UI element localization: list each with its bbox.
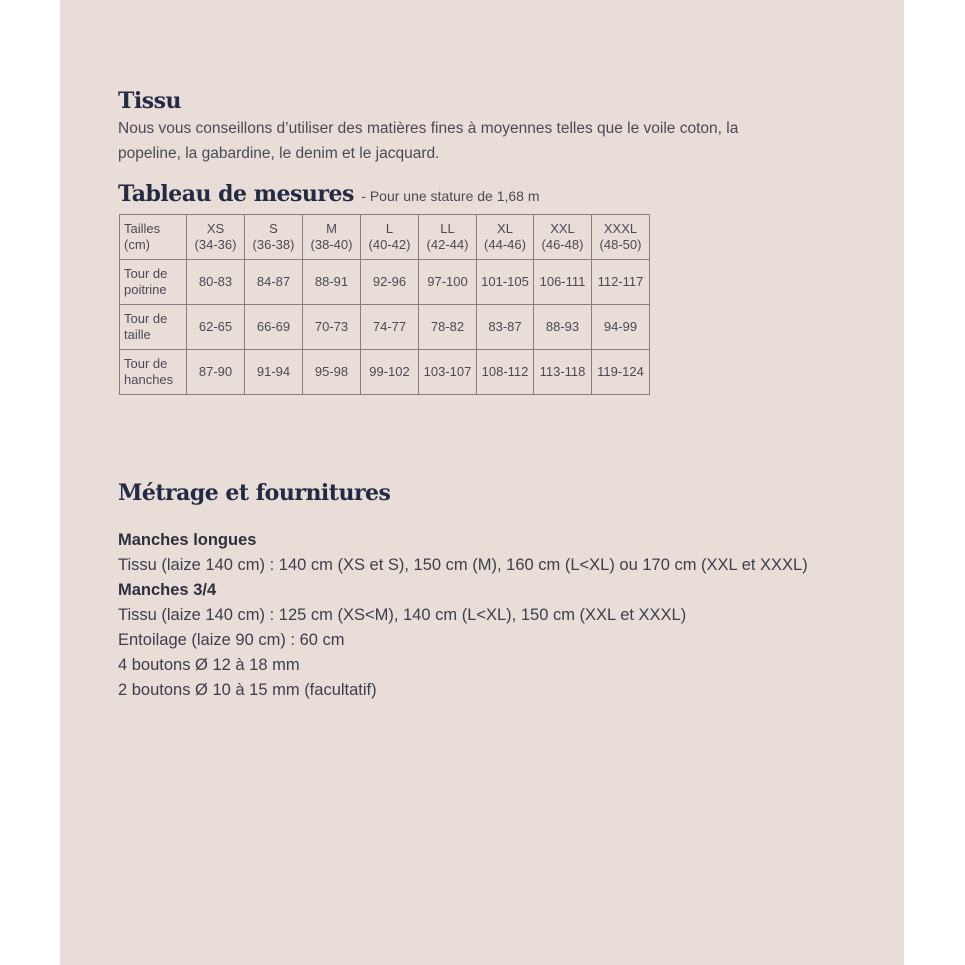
table-cell: 113-118: [534, 350, 592, 395]
size-code: XXXL: [603, 221, 638, 236]
boutons-line-2: 2 boutons Ø 10 à 15 mm (facultatif): [118, 681, 377, 699]
size-range: (36-38): [252, 237, 295, 252]
tableau-subtitle: - Pour une stature de 1,68 m: [361, 188, 540, 204]
table-cell: 112-117: [592, 260, 650, 305]
size-range: (46-48): [541, 237, 584, 252]
table-cell: 78-82: [419, 305, 477, 350]
header-label-line1: Tailles: [124, 221, 161, 236]
table-cell: 103-107: [419, 350, 477, 395]
size-range: (38-40): [310, 237, 353, 252]
row-label-line1: Tour de: [124, 266, 168, 281]
table-cell: 80-83: [187, 260, 245, 305]
table-cell: 83-87: [477, 305, 534, 350]
size-range: (48-50): [599, 237, 642, 252]
size-code: S: [269, 221, 278, 236]
table-cell: 119-124: [592, 350, 650, 395]
table-cell: 84-87: [245, 260, 303, 305]
row-label-cell: [120, 305, 187, 350]
table-cell: 88-91: [303, 260, 361, 305]
table-cell: 88-93: [534, 305, 592, 350]
table-cell: 70-73: [303, 305, 361, 350]
table-row-taille: [120, 305, 650, 350]
tableau-heading-line: [118, 181, 540, 207]
header-size-cell: [361, 215, 419, 260]
header-size-cell: [303, 215, 361, 260]
size-range: (34-36): [194, 237, 237, 252]
header-size-cell: [592, 215, 650, 260]
row-label-line2: poitrine: [124, 282, 167, 297]
row-label-cell: [120, 350, 187, 395]
header-size-cell: [477, 215, 534, 260]
row-label-line2: taille: [124, 327, 151, 342]
size-range: (44-46): [484, 237, 526, 252]
table-cell: 87-90: [187, 350, 245, 395]
table-cell: 92-96: [361, 260, 419, 305]
size-code: LL: [440, 221, 455, 236]
row-label-line2: hanches: [124, 372, 174, 387]
size-code: XL: [497, 221, 513, 236]
manches-trois-quarts-text: Tissu (laize 140 cm) : 125 cm (XS<M), 140 cm (L<XL), 150 cm (XXL et XXXL): [118, 606, 687, 624]
header-label-line2: (cm): [124, 237, 150, 252]
manches-trois-quarts-title: Manches 3/4: [118, 581, 217, 599]
tableau-heading: Tableau de mesures: [118, 181, 354, 207]
size-code: L: [385, 221, 394, 236]
manches-longues-text: Tissu (laize 140 cm) : 140 cm (XS et S), 150 cm (M), 160 cm (L<XL) ou 170 cm (XXL et XXXL): [118, 556, 808, 574]
table-cell: 95-98: [303, 350, 361, 395]
table-row-hanches: [120, 350, 650, 395]
metrage-list: [118, 528, 808, 703]
tissu-description: Nous vous conseillons d’utiliser des matières fines à moyennes telles que le voile coton, la popeline, la gabardine, le denim et le jacquard.: [118, 120, 739, 162]
table-cell: 74-77: [361, 305, 419, 350]
table-header-row: [120, 215, 650, 260]
row-label-cell: [120, 260, 187, 305]
table-cell: 99-102: [361, 350, 419, 395]
size-code: XS: [206, 221, 225, 236]
size-code: XXL: [550, 221, 575, 236]
table-row-poitrine: [120, 260, 650, 305]
size-range: (40-42): [368, 237, 411, 252]
table-cell: 62-65: [187, 305, 245, 350]
tissu-heading: Tissu: [118, 88, 181, 114]
table-cell: 106-111: [534, 260, 592, 305]
table-cell: 94-99: [592, 305, 650, 350]
header-size-cell: [534, 215, 592, 260]
measurements-table: [119, 214, 650, 395]
table-cell: 101-105: [477, 260, 534, 305]
header-size-cell: [245, 215, 303, 260]
header-label-cell: [120, 215, 187, 260]
manches-longues-title: Manches longues: [118, 531, 257, 549]
table-cell: 108-112: [477, 350, 534, 395]
row-label-line1: Tour de: [124, 356, 168, 371]
metrage-heading: Métrage et fournitures: [118, 480, 391, 506]
boutons-line-1: 4 boutons Ø 12 à 18 mm: [118, 656, 300, 674]
header-size-cell: [187, 215, 245, 260]
header-size-cell: [419, 215, 477, 260]
row-label-line1: Tour de: [124, 311, 168, 326]
size-code: M: [326, 221, 337, 236]
table-cell: 66-69: [245, 305, 303, 350]
table-cell: 97-100: [419, 260, 477, 305]
table-cell: 91-94: [245, 350, 303, 395]
entoilage-text: Entoilage (laize 90 cm) : 60 cm: [118, 631, 345, 649]
size-range: (42-44): [426, 237, 469, 252]
